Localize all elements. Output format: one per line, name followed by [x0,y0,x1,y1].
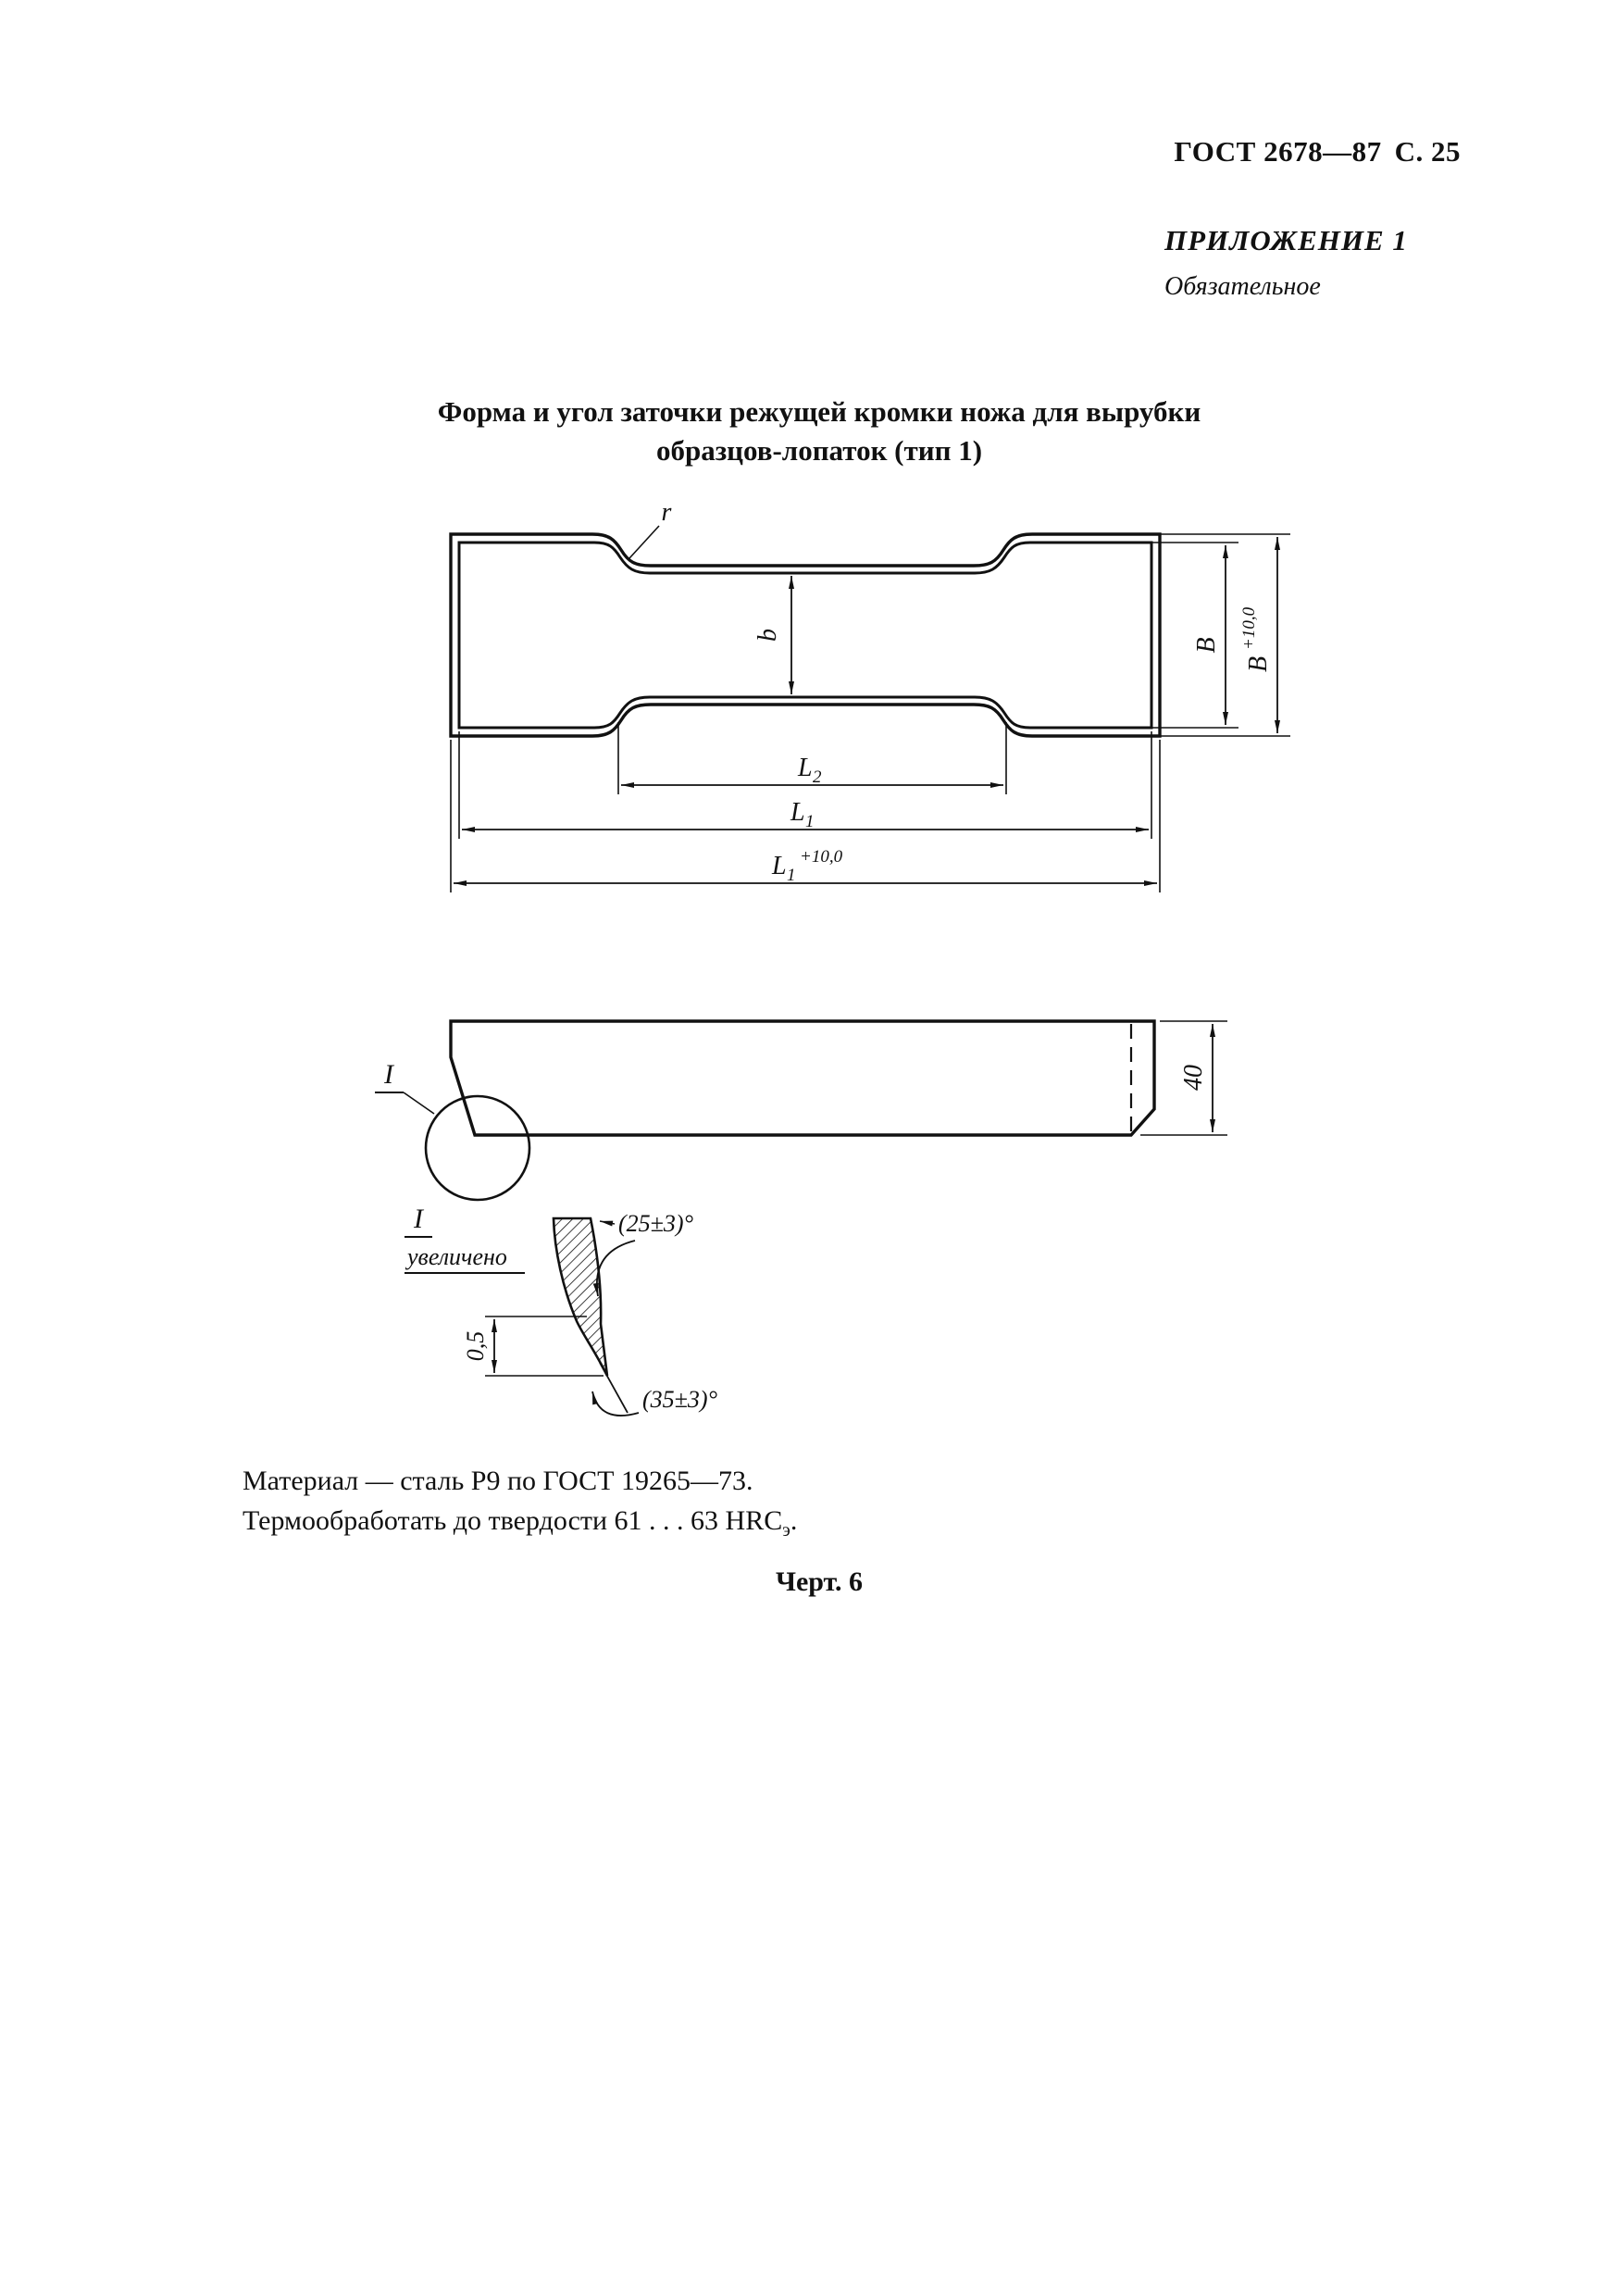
figure-title-line2: образцов-лопаток (тип 1) [655,434,983,467]
radius-label: r [661,498,672,527]
dim-L1-sub: 1 [805,812,815,831]
tip-angle-arc [592,1391,639,1416]
detail-view [404,1204,717,1416]
detail-mark-label: I [384,1059,393,1090]
material-line1: Материал — сталь Р9 по ГОСТ 19265—73. [243,1466,753,1496]
detail-view-mark: I [414,1204,423,1234]
dim-L1tol-sup: +10,0 [800,847,843,867]
top-view [451,498,1290,892]
dim-B [1151,543,1238,728]
dim-B-label: B [1192,637,1221,654]
hrc-subscript: э [782,1520,790,1541]
tip-angle-reference [600,1363,628,1413]
dim-tip-angle [592,1363,717,1416]
detail-reference [375,1059,529,1200]
top-angle-label: (25±3)° [618,1210,693,1237]
dim-L1tol-base: L [772,852,787,880]
detail-mark-leader [404,1092,434,1114]
dim-b [753,576,791,694]
radius-leader-line [629,526,659,558]
knife-side-outline [451,1021,1154,1135]
figure-title-line1: Форма и угол заточки режущей кромки ножа для вырубки [437,395,1201,428]
dim-L2-base: L [798,754,813,782]
blade-cross-section [554,1218,607,1376]
appendix-subtitle: Обязательное [1164,272,1321,301]
dim-thickness-label: 40 [1179,1065,1208,1091]
detail-circle [426,1096,529,1200]
top-angle-leader [600,1221,615,1224]
tip-angle-label: (35±3)° [642,1386,717,1413]
dim-L1-base: L [790,798,805,827]
top-angle-arc [597,1241,635,1296]
dim-Btol-base: B [1244,655,1273,672]
doc-page-number: С. 25 [1394,135,1461,168]
figure-caption: Черт. 6 [775,1566,864,1597]
material-line2: Термообработать до твердости 61 . . . 63 $HRC_э$. [243,1505,798,1541]
appendix-title: ПРИЛОЖЕНИЕ 1 [1164,224,1408,256]
side-view [375,1021,1227,1200]
doc-code: ГОСТ 2678—87 [1174,135,1382,168]
material-note [243,1461,797,1551]
die-inner-contour [459,543,1151,728]
dim-b-label: b [753,629,782,642]
edge-height-label: 0,5 [462,1330,489,1362]
dim-L2 [618,722,1006,794]
dim-L2-sub: 2 [813,767,822,787]
die-outer-contour [451,534,1160,736]
detail-view-caption: увеличено [407,1243,507,1270]
dim-top-angle [597,1210,693,1296]
dim-radius [629,498,672,558]
dim-L1tol-sub: 1 [787,866,796,885]
dim-Btol-sup: +10,0 [1239,606,1259,650]
